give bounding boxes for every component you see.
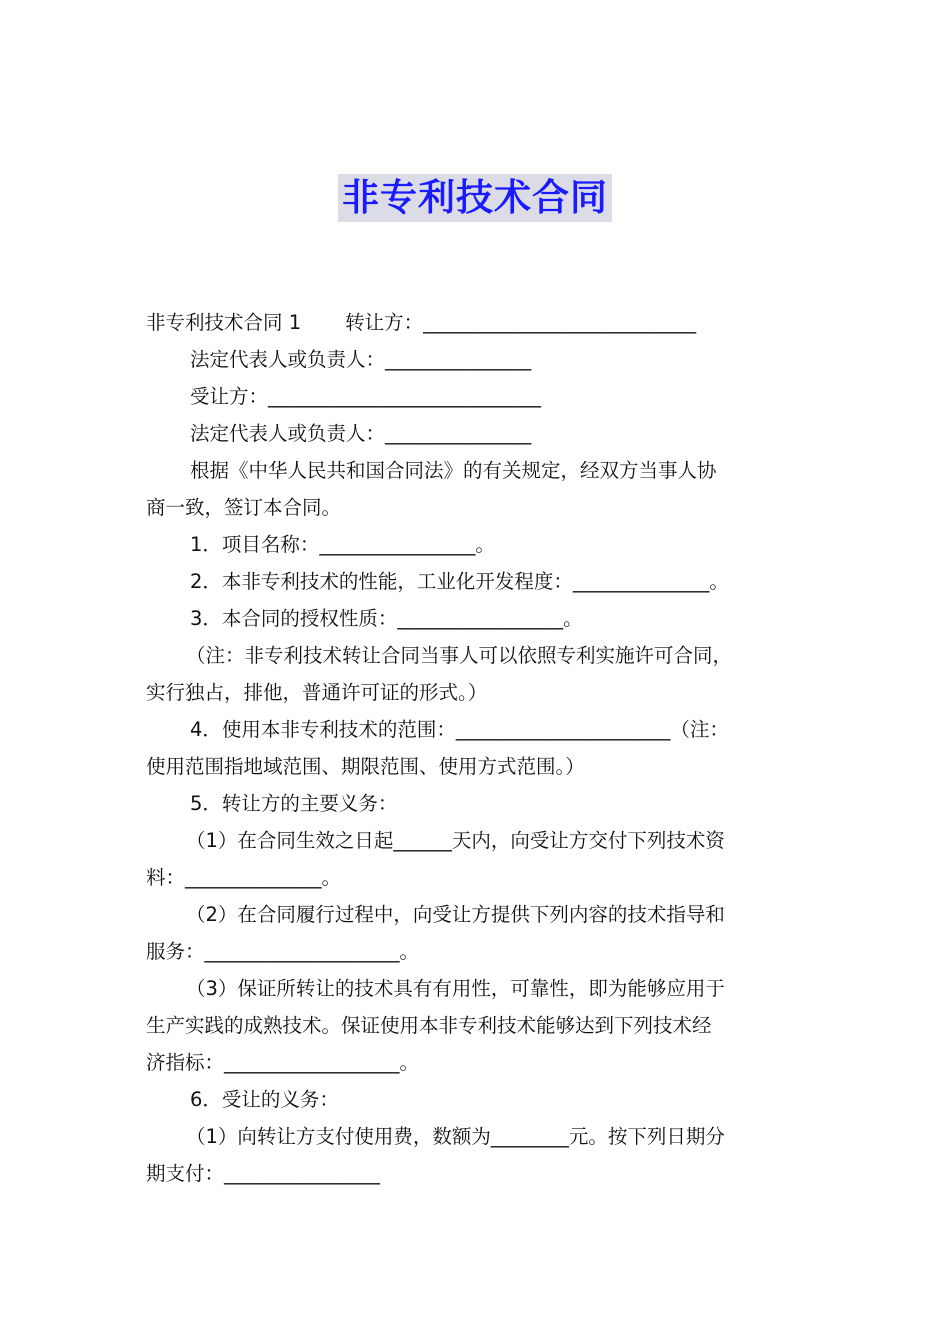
- paragraph-preamble-1: 根据《中华人民共和国合同法》的有关规定，经双方当事人协: [190, 459, 717, 482]
- item-5-3-line-2: 生产实践的成熟技术。保证使用本非专利技术能够达到下列技术经: [146, 1014, 712, 1037]
- transferee-representative: 法定代表人或负责人：_______________: [190, 422, 532, 445]
- note-1-line-2: 实行独占，排他，普通许可证的形式。）: [146, 681, 488, 704]
- title-wrap: [0, 174, 950, 222]
- paragraph-preamble-2: 商一致，签订本合同。: [146, 496, 342, 519]
- item-5-3-line-3: 济指标：__________________。: [146, 1051, 420, 1074]
- item-5-2-line-1: （2）在合同履行过程中，向受让方提供下列内容的技术指导和: [186, 903, 725, 926]
- transferor-field: 转让方：____________________________: [345, 311, 697, 334]
- transferee-field: 受让方：____________________________: [190, 385, 542, 408]
- item-5-3-line-1: （3）保证所转让的技术具有有用性，可靠性，即为能够应用于: [186, 977, 725, 1000]
- note-1-line-1: （注：非专利技术转让合同当事人可以依照专利实施许可合同，: [186, 644, 733, 667]
- item-6-1-line-2: 期支付：________________: [146, 1162, 381, 1185]
- contract-heading: 非专利技术合同 1: [146, 311, 302, 334]
- document-body: [146, 304, 820, 1192]
- item-2-performance: 2．本非专利技术的性能，工业化开发程度：______________。: [190, 570, 729, 593]
- item-5-1-line-2: 料：______________。: [146, 866, 342, 889]
- item-4-scope-line-2: 使用范围指地域范围、期限范围、使用方式范围。）: [146, 755, 585, 778]
- transferor-representative: 法定代表人或负责人：_______________: [190, 348, 532, 371]
- item-1-project-name: 1．项目名称：________________。: [190, 533, 495, 556]
- item-3-authorization: 3．本合同的授权性质：_________________。: [190, 607, 583, 630]
- item-6-heading: 6．受让的义务：: [190, 1088, 339, 1111]
- item-5-1-line-1: （1）在合同生效之日起______天内，向受让方交付下列技术资: [186, 829, 725, 852]
- item-5-2-line-2: 服务：____________________。: [146, 940, 420, 963]
- item-6-1-line-1: （1）向转让方支付使用费，数额为________元。按下列日期分: [186, 1125, 725, 1148]
- document-title: 非专利技术合同: [338, 174, 612, 222]
- item-4-scope-line-1: 4．使用本非专利技术的范围：______________________（注：: [190, 718, 729, 741]
- item-5-heading: 5．转让方的主要义务：: [190, 792, 398, 815]
- line-intro: [146, 304, 820, 341]
